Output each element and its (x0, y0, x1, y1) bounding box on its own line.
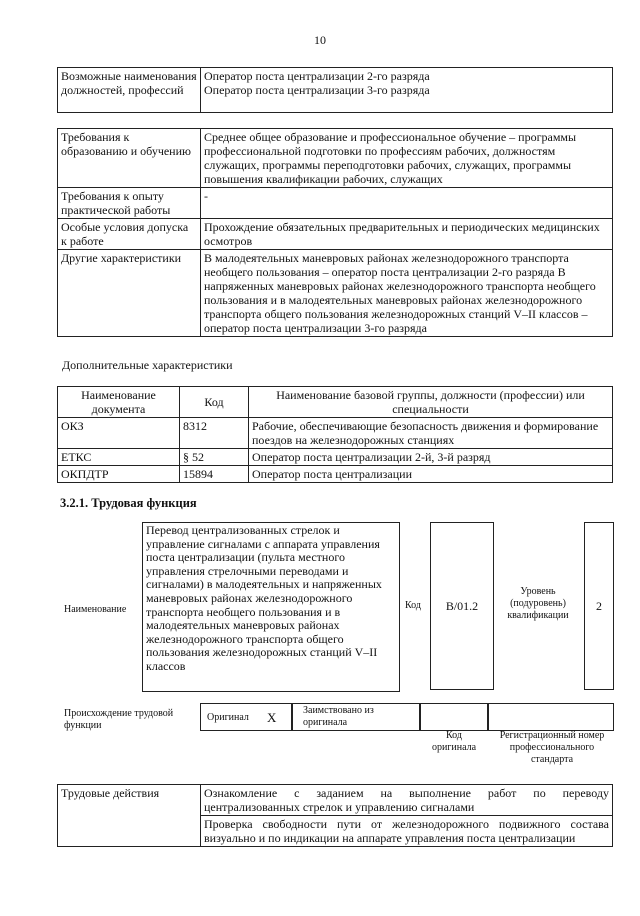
cell-name: Рабочие, обеспечивающие безопасность движения и формирование поездов на железнодорожных станциях (249, 418, 613, 449)
table-row (58, 449, 613, 466)
requirement-label: Требования к образованию и обучению (58, 129, 201, 188)
original-mark: X (267, 710, 277, 725)
col-header-name: Наименование базовой группы, должности (профессии) или специальности (249, 387, 613, 418)
requirements-table (57, 128, 613, 337)
level-value: 2 (584, 522, 614, 690)
requirement-label: Требования к опыту практической работы (58, 188, 201, 219)
requirement-value: Среднее общее образование и профессиональное обучение – программы профессиональной подготовки по профессиям рабочих, должностям служащих, программы переподготовки рабочих, служащих, программы повышения квалификации рабочих, служащих (201, 129, 613, 188)
cell-code: 8312 (180, 418, 249, 449)
table-row (58, 466, 613, 483)
table-row (58, 418, 613, 449)
name-label: Наименование (64, 604, 127, 615)
additional-table (57, 386, 613, 483)
table-row (58, 785, 613, 816)
table-row (58, 129, 613, 188)
cell-code: § 52 (180, 449, 249, 466)
section-title: 3.2.1. Трудовая функция (60, 496, 197, 510)
table-row (58, 250, 613, 337)
borrowed-label: Заимствовано из оригинала (303, 705, 374, 728)
requirement-value: Прохождение обязательных предварительных и периодических медицинских осмотров (201, 219, 613, 250)
code-original-label: Код оригинала (431, 730, 477, 753)
requirement-value: - (201, 188, 613, 219)
borrowed-cell (292, 703, 420, 731)
code-original-cell (420, 703, 488, 731)
cell-document: ЕТКС (58, 449, 180, 466)
function-name-value: Перевод централизованных стрелок и управление сигналами с аппарата управления поста централизации (пульта местного управления стрелочными переводами и сигналами) в малодеятельных и напряженных маневровых районах железнодорожного транспорта необщего пользования и в малодеятельных маневровых районах железнодорожного транспорта общего пользования железнодорожных станций V–II классов (142, 522, 400, 692)
requirement-label: Другие характеристики (58, 250, 201, 337)
cell-name: Оператор поста централизации (249, 466, 613, 483)
page-number: 10 (314, 33, 326, 47)
cell-document: ОКПДТР (58, 466, 180, 483)
positions-table (57, 67, 613, 113)
original-label: Оригинал (207, 712, 249, 723)
positions-values (201, 68, 613, 113)
position-value: Оператор поста централизации 3-го разряда (204, 83, 430, 97)
table-row (58, 188, 613, 219)
reg-number-cell (488, 703, 614, 731)
requirement-label: Особые условия допуска к работе (58, 219, 201, 250)
cell-code: 15894 (180, 466, 249, 483)
reg-number-label: Регистрационный номер профессионального стандарта (499, 730, 605, 765)
level-label: Уровень (подуровень) квалификации (507, 586, 569, 621)
position-value: Оператор поста централизации 2-го разряда (204, 69, 430, 83)
code-label: Код (405, 600, 421, 611)
code-value: B/01.2 (430, 522, 494, 690)
origin-label: Происхождение трудовой функции (64, 708, 174, 731)
requirement-value: В малодеятельных маневровых районах железнодорожного транспорта необщего пользования – оператор поста централизации 2-го разряда В напряженных маневровых районах железнодорожного транспорта необщего пользования и в малодеятельных маневровых районах железнодорожного транспорта общего пользования железнодорожных станций V–II классов – оператор поста централизации 3-го разряда (201, 250, 613, 337)
col-header-document: Наименование документа (58, 387, 180, 418)
col-header-code: Код (180, 387, 249, 418)
action-item: Проверка свободности пути от железнодорожного подвижного состава визуально и по индикации на аппарате управления поста централизации (201, 816, 613, 847)
action-item: Ознакомление с заданием на выполнение работ по переводу централизованных стрелок и управлению сигналами (201, 785, 613, 816)
cell-document: ОКЗ (58, 418, 180, 449)
actions-label: Трудовые действия (58, 785, 201, 847)
actions-table (57, 784, 613, 847)
table-header-row (58, 387, 613, 418)
table-row (58, 219, 613, 250)
cell-name: Оператор поста централизации 2-й, 3-й разряд (249, 449, 613, 466)
original-cell (200, 703, 292, 731)
positions-label: Возможные наименования должностей, профессий (58, 68, 201, 113)
additional-title: Дополнительные характеристики (62, 358, 233, 372)
